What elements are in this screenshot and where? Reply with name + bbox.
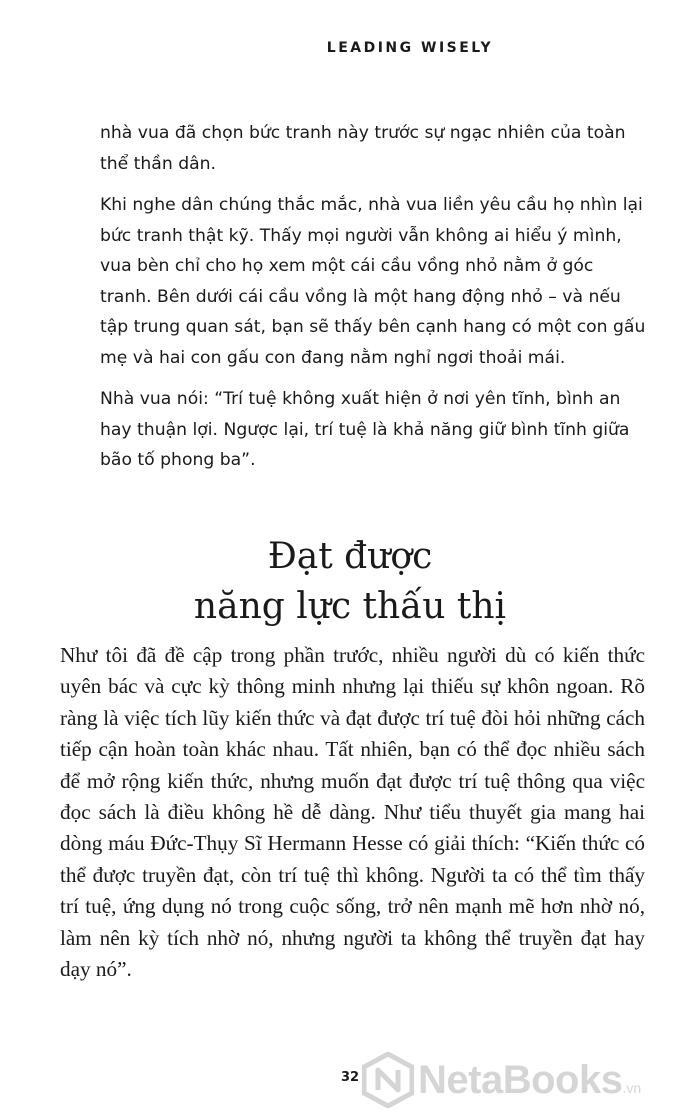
section-heading-line: Đạt được	[267, 536, 433, 577]
watermark-suffix: .vn	[622, 1080, 642, 1096]
section-body: Như tôi đã đề cập trong phần trước, nhiều người dù có kiến thức uyên bác và cực kỳ thông minh nhưng lại thiếu sự khôn ngoan. Rõ ràng là việc tích lũy kiến thức và đạt được trí tuệ đòi hỏi những cách tiếp cận hoàn toàn khác nhau. Tất nhiên, bạn có thể đọc nhiều sách để mở rộng kiến thức, nhưng muốn đạt được trí tuệ thông qua việc đọc sách là điều không hề dễ dàng. Như tiểu thuyết gia mang hai dòng máu Đức-Thụy Sĩ Hermann Hesse có giải thích: “Kiến thức có thể được truyền đạt, còn trí tuệ thì không. Người ta có thể tìm thấy trí tuệ, ứng dụng nó trong cuộc sống, trở nên mạnh mẽ hơn nhờ nó, làm nên kỳ tích nhờ nó, nhưng người ta không thể truyền đạt hay dạy nó”.	[60, 643, 645, 982]
watermark-brand: NetaBooks	[418, 1057, 623, 1102]
section-heading-line: năng lực thấu thị	[193, 586, 507, 627]
paragraph: nhà vua đã chọn bức tranh này trước sự ngạc nhiên của toàn thể thần dân.	[100, 123, 626, 174]
paragraph: Nhà vua nói: “Trí tuệ không xuất hiện ở nơi yên tĩnh, bình an hay thuận lợi. Ngược lại, trí tuệ là khả năng giữ bình tĩnh giữa bão tố phong ba”.	[100, 389, 630, 470]
section-heading	[0, 532, 700, 632]
intro-text	[100, 118, 648, 487]
page-number: 32	[340, 1070, 360, 1085]
netabooks-logo-icon	[362, 1052, 414, 1108]
running-title: LEADING WISELY	[326, 40, 494, 56]
watermark	[362, 1052, 641, 1108]
paragraph: Khi nghe dân chúng thắc mắc, nhà vua liền yêu cầu họ nhìn lại bức tranh thật kỹ. Thấy mọi người vẫn không ai hiểu ý mình, vua bèn chỉ cho họ xem một cái cầu vồng nhỏ nằm ở góc tranh. Bên dưới cái cầu vồng là một hang động nhỏ – và nếu tập trung quan sát, bạn sẽ thấy bên cạnh hang có một con gấu mẹ và hai con gấu con đang nằm nghỉ ngơi thoải mái.	[100, 195, 646, 368]
